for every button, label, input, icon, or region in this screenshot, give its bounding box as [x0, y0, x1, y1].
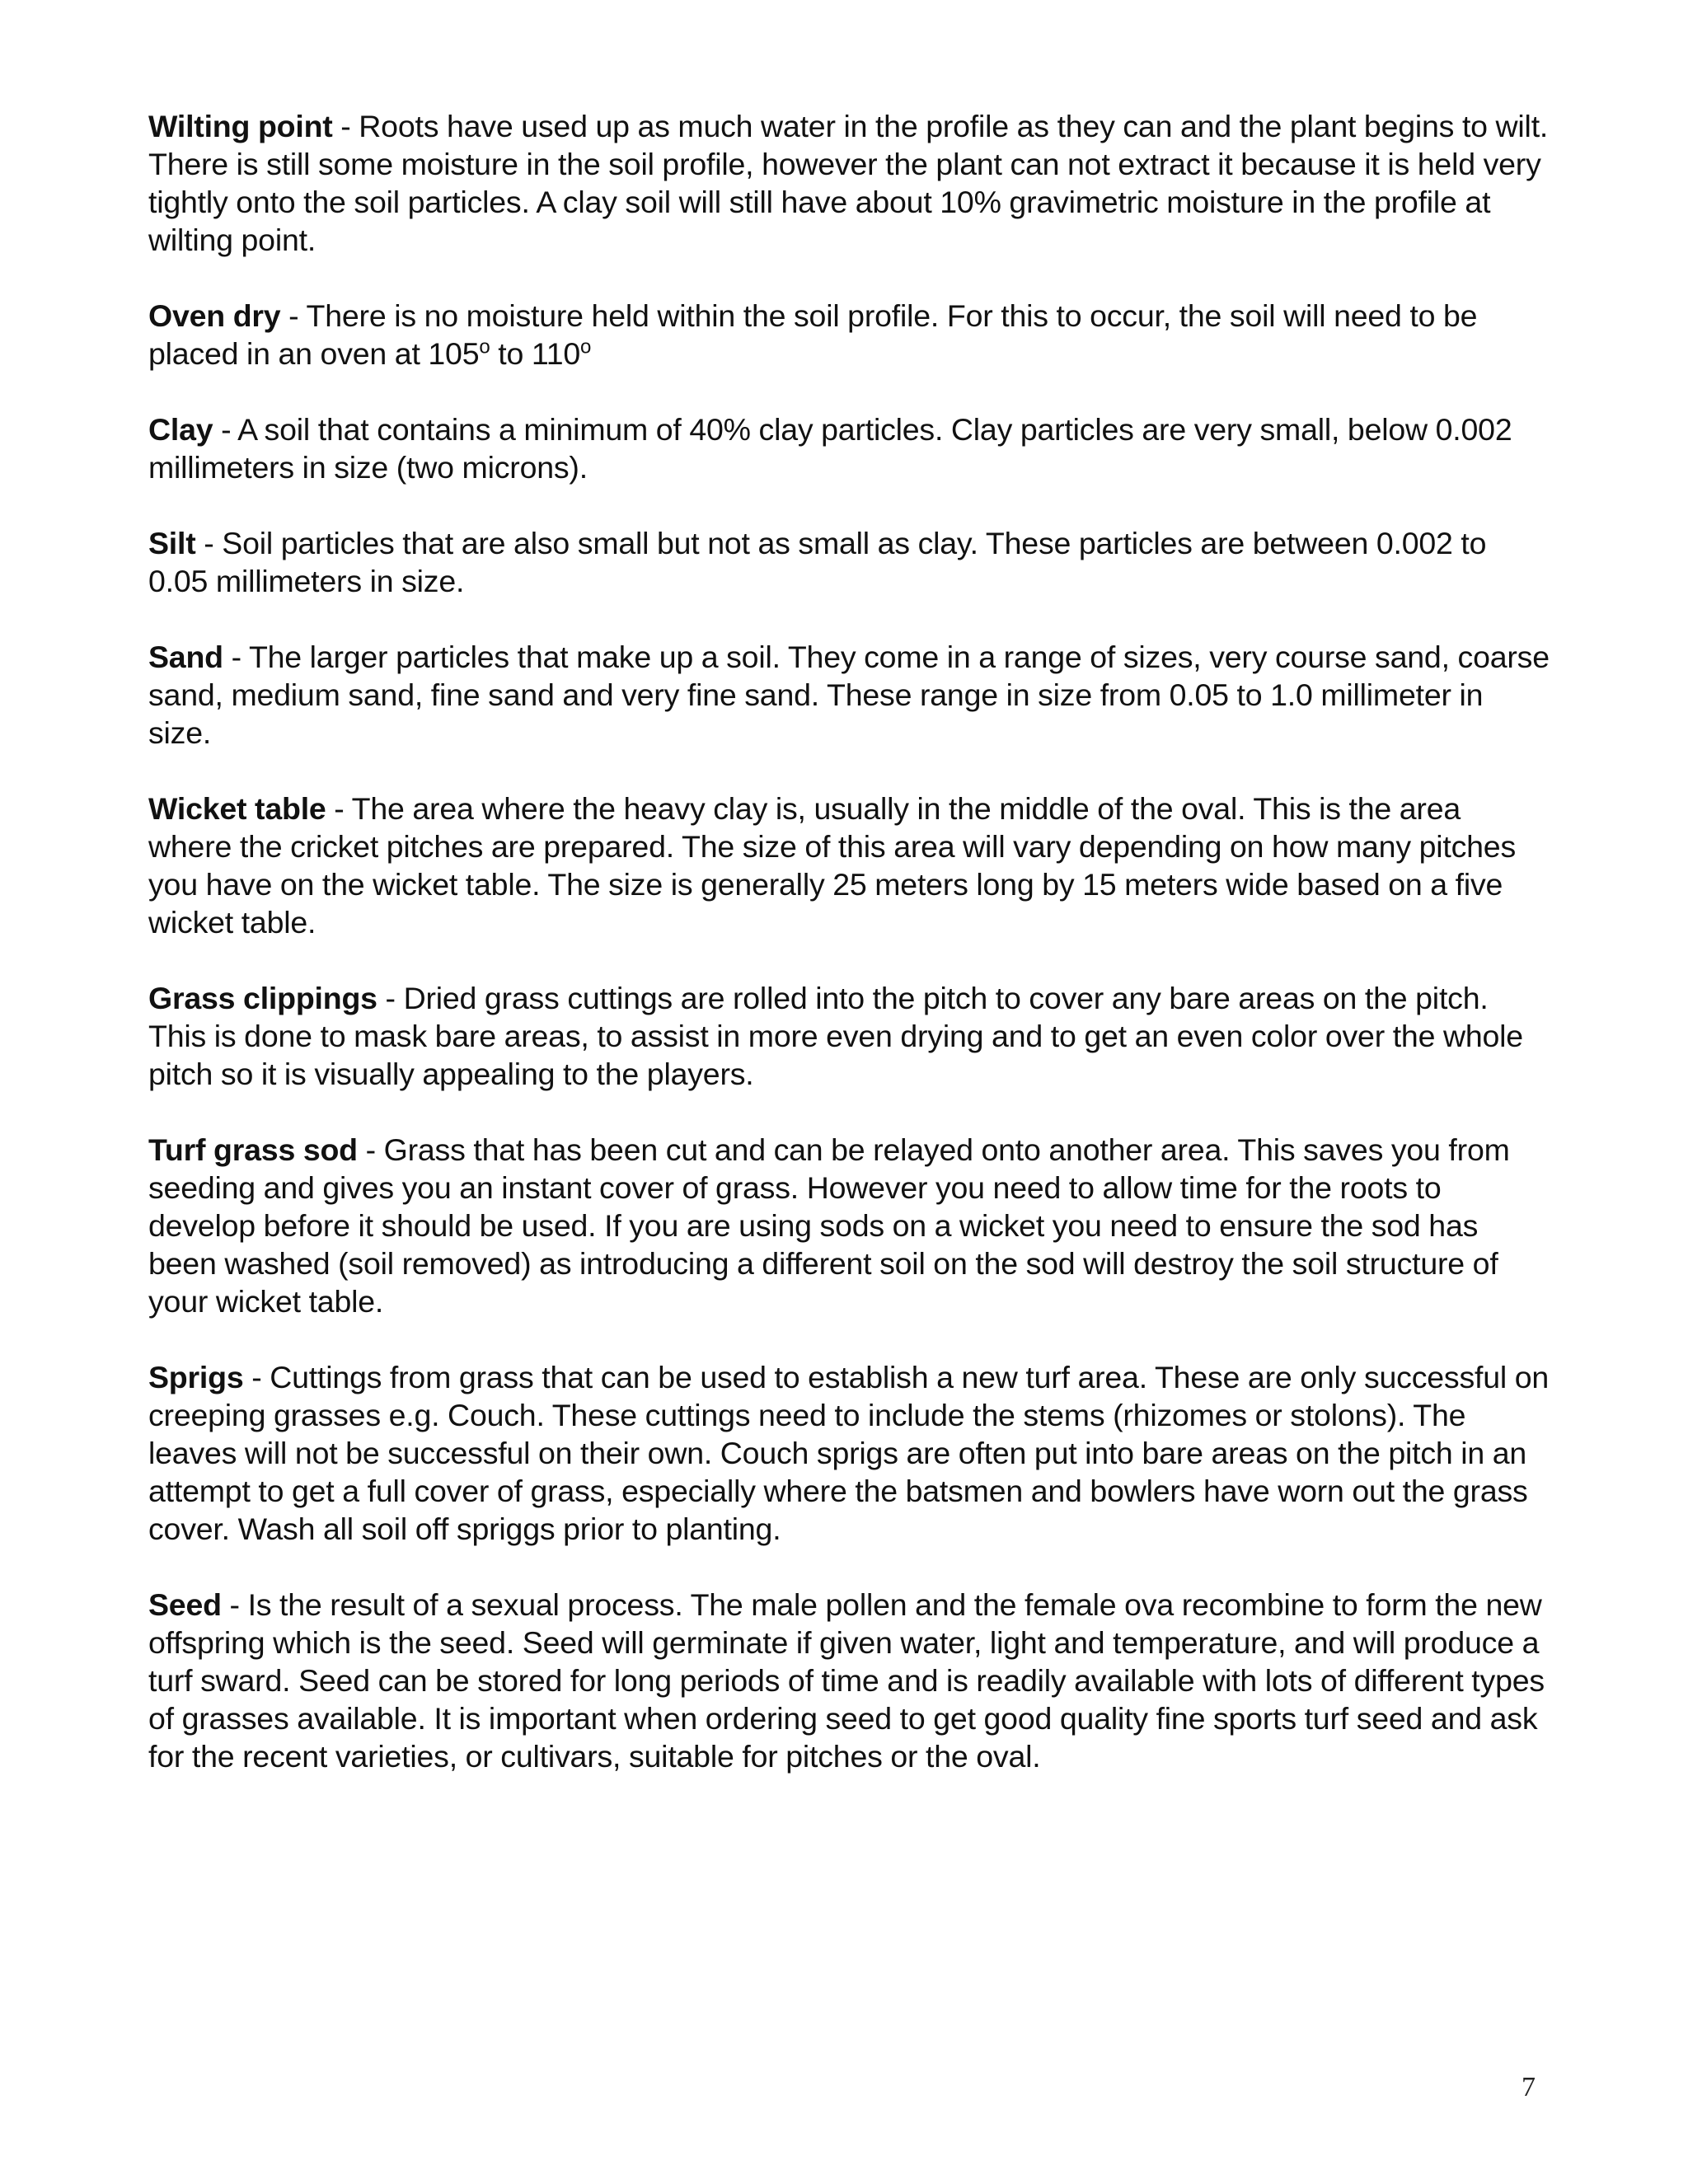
glossary-entry-sand: [148, 638, 1550, 752]
term: Clay: [148, 412, 213, 447]
definition: - Roots have used up as much water in the profile as they can and the plant begins to wilt. There is still some moisture in the soil profile, however the plant can not extract it because it is held very tightly onto the soil particles. A clay soil will still have about 10% gravimetric moisture in the profile at wilting point.: [148, 109, 1549, 257]
term: Silt: [148, 526, 196, 560]
term: Wilting point: [148, 109, 333, 143]
term: Seed: [148, 1587, 222, 1622]
degree-superscript: o: [580, 335, 592, 359]
glossary-page: [148, 107, 1550, 1813]
definition: - Cuttings from grass that can be used to establish a new turf area. These are only successful on creeping grasses e.g. Couch. These cuttings need to include the stems (rhizomes or stolons). The leaves will not be successful on their own. Couch sprigs are often put into bare areas on the pitch in an attempt to get a full cover of grass, especially where the batsmen and bowlers have worn out the grass cover. Wash all soil off spriggs prior to planting.: [148, 1360, 1550, 1546]
glossary-entry-oven-dry: [148, 297, 1550, 373]
definition: - Is the result of a sexual process. The male pollen and the female ova recombine to form the new offspring which is the seed. Seed will germinate if given water, light and temperature, and will produce a turf sward. Seed can be stored for long periods of time and is readily available with lots of different types of grasses available. It is important when ordering seed to get good quality fine sports turf seed and ask for the recent varieties, or cultivars, suitable for pitches or the oval.: [148, 1587, 1545, 1774]
page-number: 7: [1522, 2072, 1536, 2102]
glossary-entry-wicket-table: [148, 790, 1550, 941]
definition: - Soil particles that are also small but not as small as clay. These particles are between 0.002 to 0.05 millimeters in size.: [148, 526, 1487, 598]
glossary-entry-grass-clippings: [148, 979, 1550, 1093]
definition-continued: to 110: [490, 336, 581, 371]
glossary-entry-wilting-point: [148, 107, 1550, 259]
term: Sprigs: [148, 1360, 244, 1394]
definition: - The larger particles that make up a soil. They come in a range of sizes, very course sand, coarse sand, medium sand, fine sand and very fine sand. These range in size from 0.05 to 1.0 millimeter in size.: [148, 640, 1550, 750]
glossary-entry-silt: [148, 524, 1550, 600]
term: Sand: [148, 640, 223, 674]
term: Oven dry: [148, 298, 281, 333]
glossary-entry-turf-grass-sod: [148, 1131, 1550, 1320]
definition: - The area where the heavy clay is, usually in the middle of the oval. This is the area where the cricket pitches are prepared. The size of this area will vary depending on how many pitches you have on the wicket table. The size is generally 25 meters long by 15 meters wide based on a five wicket table.: [148, 791, 1517, 940]
definition: - A soil that contains a minimum of 40% clay particles. Clay particles are very small, below 0.002 millimeters in size (two microns).: [148, 412, 1512, 485]
glossary-entry-sprigs: [148, 1358, 1550, 1548]
term: Wicket table: [148, 791, 326, 826]
glossary-entry-clay: [148, 410, 1550, 486]
definition: - Grass that has been cut and can be relayed onto another area. This saves you from seeding and gives you an instant cover of grass. However you need to allow time for the roots to develop before it should be used. If you are using sods on a wicket you need to ensure the sod has been washed (soil removed) as introducing a different soil on the sod will destroy the soil structure of your wicket table.: [148, 1132, 1510, 1319]
definition: - Dried grass cuttings are rolled into the pitch to cover any bare areas on the pitch. This is done to mask bare areas, to assist in more even drying and to get an even color over the whole pitch so it is visually appealing to the players.: [148, 981, 1523, 1091]
definition: - There is no moisture held within the soil profile. For this to occur, the soil will need to be placed in an oven at 105: [148, 298, 1478, 371]
glossary-entry-seed: [148, 1586, 1550, 1775]
term: Turf grass sod: [148, 1132, 358, 1167]
degree-superscript: o: [479, 335, 490, 359]
term: Grass clippings: [148, 981, 377, 1015]
